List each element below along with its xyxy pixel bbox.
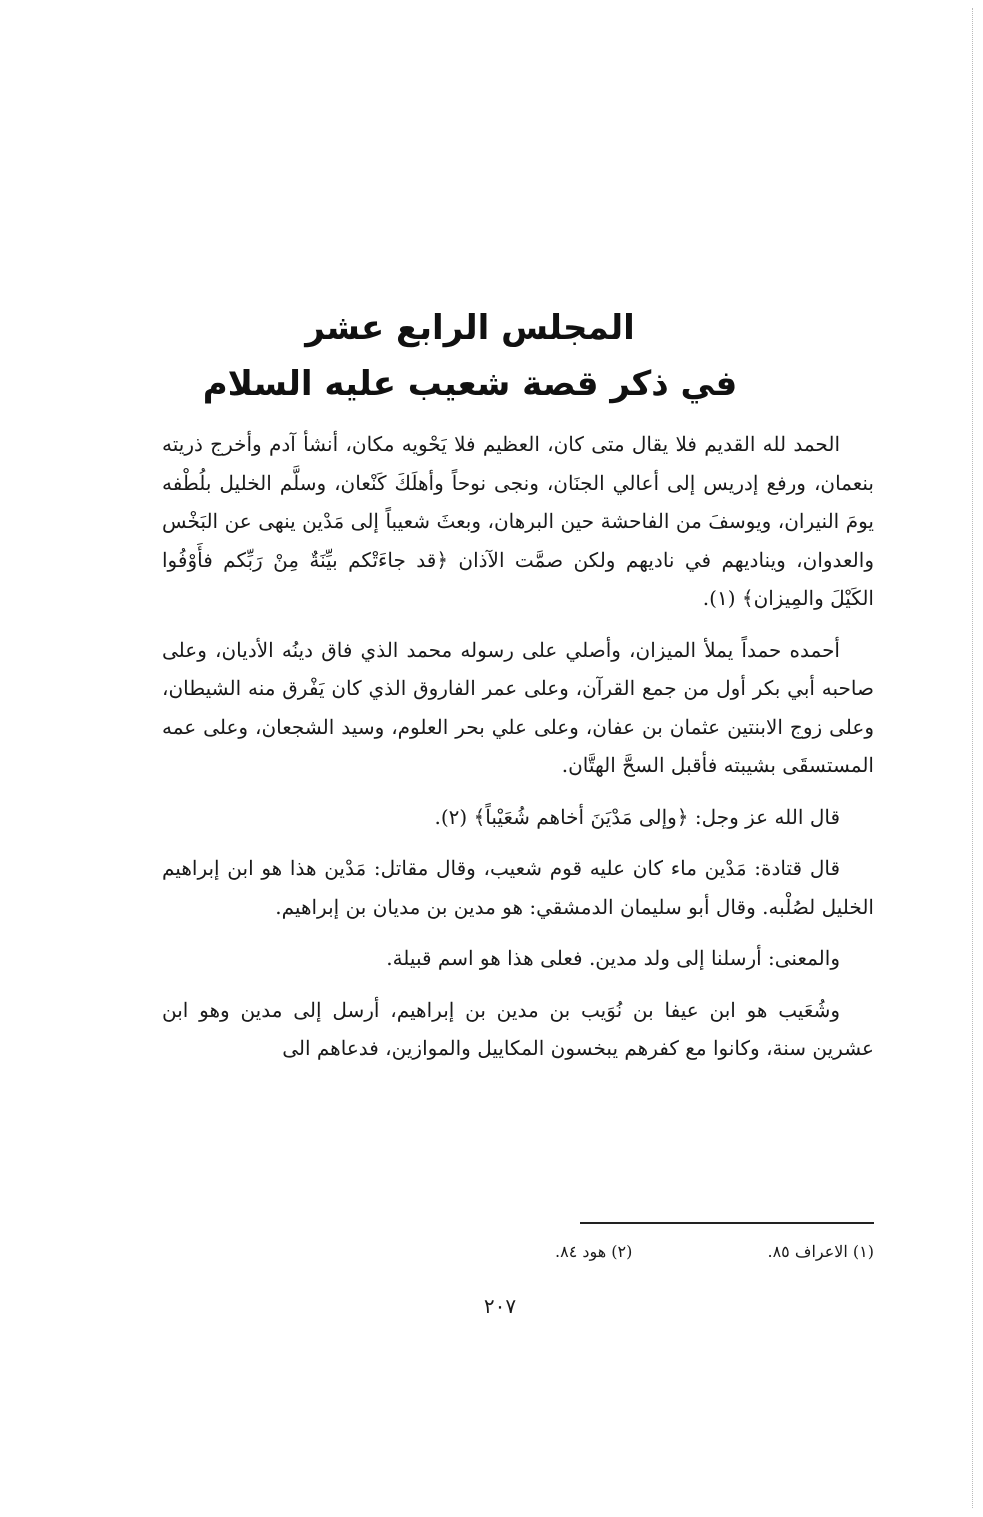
- paragraph-opening-praise: الحمد لله القديم فلا يقال متى كان، العظيم فلا يَحْويه مكان، أنشأ آدم وأخرج ذريته بنعمان، ورفع إدريس إلى أعالي الجنَان، ونجى نوحاً وأهلَكَ كَنْعان، وسلَّم الخليل بلُطْفه يومَ النيران، ويوسفَ من الفاحشة حين البرهان، وبعثَ شعيباً إلى مَدْين ينهى عن البَخْس والعدوان، ويناديهم في ناديهم ولكن صمَّت الآذان ﴿قد جاءَتْكم بيِّنَةٌ مِنْ رَبِّكم فأَوْفُوا الكَيْلَ والمِيزان﴾ (١).: [162, 432, 874, 610]
- page-number: ٢٠٧: [483, 1294, 517, 1318]
- paragraph-madyan-meaning: قال قتادة: مَدْين ماء كان عليه قوم شعيب، وقال مقاتل: مَدْين هذا هو ابن إبراهيم الخليل لصُلْبه. وقال أبو سليمان الدمشقي: هو مدين بن مديان بن إبراهيم.: [162, 856, 874, 919]
- body-text: [162, 425, 874, 1068]
- footnote-1: (١) الاعراف ٨٥.: [767, 1242, 874, 1261]
- footnotes: [360, 1240, 874, 1264]
- chapter-subtitle: في ذكر قصة شعيب عليه السلام: [202, 364, 738, 404]
- paragraph-quran-verse: قال الله عز وجل: ﴿وإلى مَدْيَنَ أخاهم شُعَيْباً﴾ (٢).: [434, 804, 840, 829]
- page-edge-dotted-line: [972, 8, 973, 1508]
- paragraph-salutations: أحمده حمداً يملأ الميزان، وأصلي على رسوله محمد الذي فاق دينُه الأديان، وعلى صاحبه أبي بكر أول من جمع القرآن، وعلى عمر الفاروق الذي كان يَفْرق منه الشيطان، وعلى زوج الابنتين عثمان بن عفان، وعلى علي بحر العلوم، وسيد الشجعان، وعلى عمه المستسقَى بشيبته فأقبل السحَّ الهتَّان.: [162, 637, 874, 777]
- paragraph-shuayb-lineage: وشُعَيب هو ابن عيفا بن نُوَيب بن مدين بن إبراهيم، أرسل إلى مدين وهو ابن عشرين سنة، وكانوا مع كفرهم يبخسون المكاييل والموازين، فدعاهم الى: [162, 997, 874, 1060]
- footnote-2: (٢) هود ٨٤.: [555, 1242, 633, 1261]
- chapter-title: المجلس الرابع عشر: [305, 308, 635, 348]
- paragraph-tribe-name: والمعنى: أرسلنا إلى ولد مدين. فعلى هذا هو اسم قبيلة.: [386, 946, 840, 970]
- footnote-separator: [580, 1222, 874, 1224]
- chapter-heading: [150, 300, 790, 412]
